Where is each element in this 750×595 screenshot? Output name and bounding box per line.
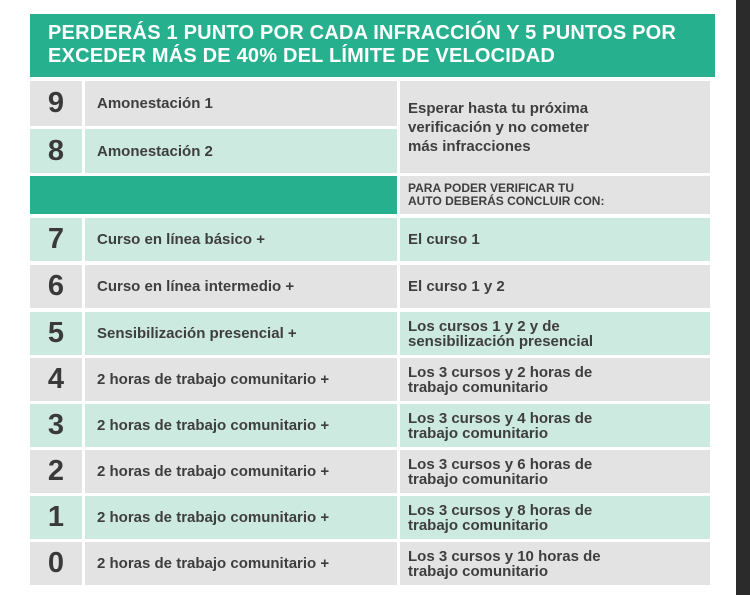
points-cell: 0: [30, 542, 82, 585]
requirement-cell: Los 3 cursos y 10 horas de trabajo comunitario: [400, 542, 710, 585]
requirement-cell: El curso 1 y 2: [400, 265, 710, 308]
warning-label: Amonestación 1: [85, 81, 397, 126]
warning-requirement: Esperar hasta tu próxima verificación y no cometer más infracciones: [400, 81, 710, 173]
points-cell: 6: [30, 265, 82, 308]
points-cell: 2: [30, 450, 82, 493]
points-cell: 5: [30, 312, 82, 355]
requirement-cell: Los 3 cursos y 8 horas de trabajo comunitario: [400, 496, 710, 539]
action-cell: 2 horas de trabajo comunitario +: [85, 542, 397, 585]
points-cell: 8: [30, 129, 82, 173]
action-cell: 2 horas de trabajo comunitario +: [85, 358, 397, 401]
requirement-cell: El curso 1: [400, 218, 710, 261]
title-line-2: EXCEDER MÁS DE 40% DEL LÍMITE DE VELOCIDAD: [48, 45, 555, 67]
points-cell: 4: [30, 358, 82, 401]
points-cell: 7: [30, 218, 82, 261]
action-cell: Curso en línea intermedio +: [85, 265, 397, 308]
points-cell: 1: [30, 496, 82, 539]
action-cell: Sensibilización presencial +: [85, 312, 397, 355]
action-cell: 2 horas de trabajo comunitario +: [85, 496, 397, 539]
points-cell: 3: [30, 404, 82, 447]
page-title: [30, 14, 715, 77]
warning-label: Amonestación 2: [85, 129, 397, 173]
points-cell: 9: [30, 81, 82, 126]
section-band: [30, 176, 397, 214]
action-cell: 2 horas de trabajo comunitario +: [85, 404, 397, 447]
title-line-1: PERDERÁS 1 PUNTO POR CADA INFRACCIÓN Y 5 PUNTOS POR: [48, 22, 677, 44]
requirement-cell: Los cursos 1 y 2 y de sensibilización presencial: [400, 312, 710, 355]
window-edge: [736, 0, 750, 595]
requirement-cell: Los 3 cursos y 4 horas de trabajo comunitario: [400, 404, 710, 447]
section-header: PARA PODER VERIFICAR TU AUTO DEBERÁS CONCLUIR CON:: [400, 176, 710, 214]
action-cell: Curso en línea básico +: [85, 218, 397, 261]
requirement-cell: Los 3 cursos y 2 horas de trabajo comunitario: [400, 358, 710, 401]
action-cell: 2 horas de trabajo comunitario +: [85, 450, 397, 493]
requirement-cell: Los 3 cursos y 6 horas de trabajo comunitario: [400, 450, 710, 493]
